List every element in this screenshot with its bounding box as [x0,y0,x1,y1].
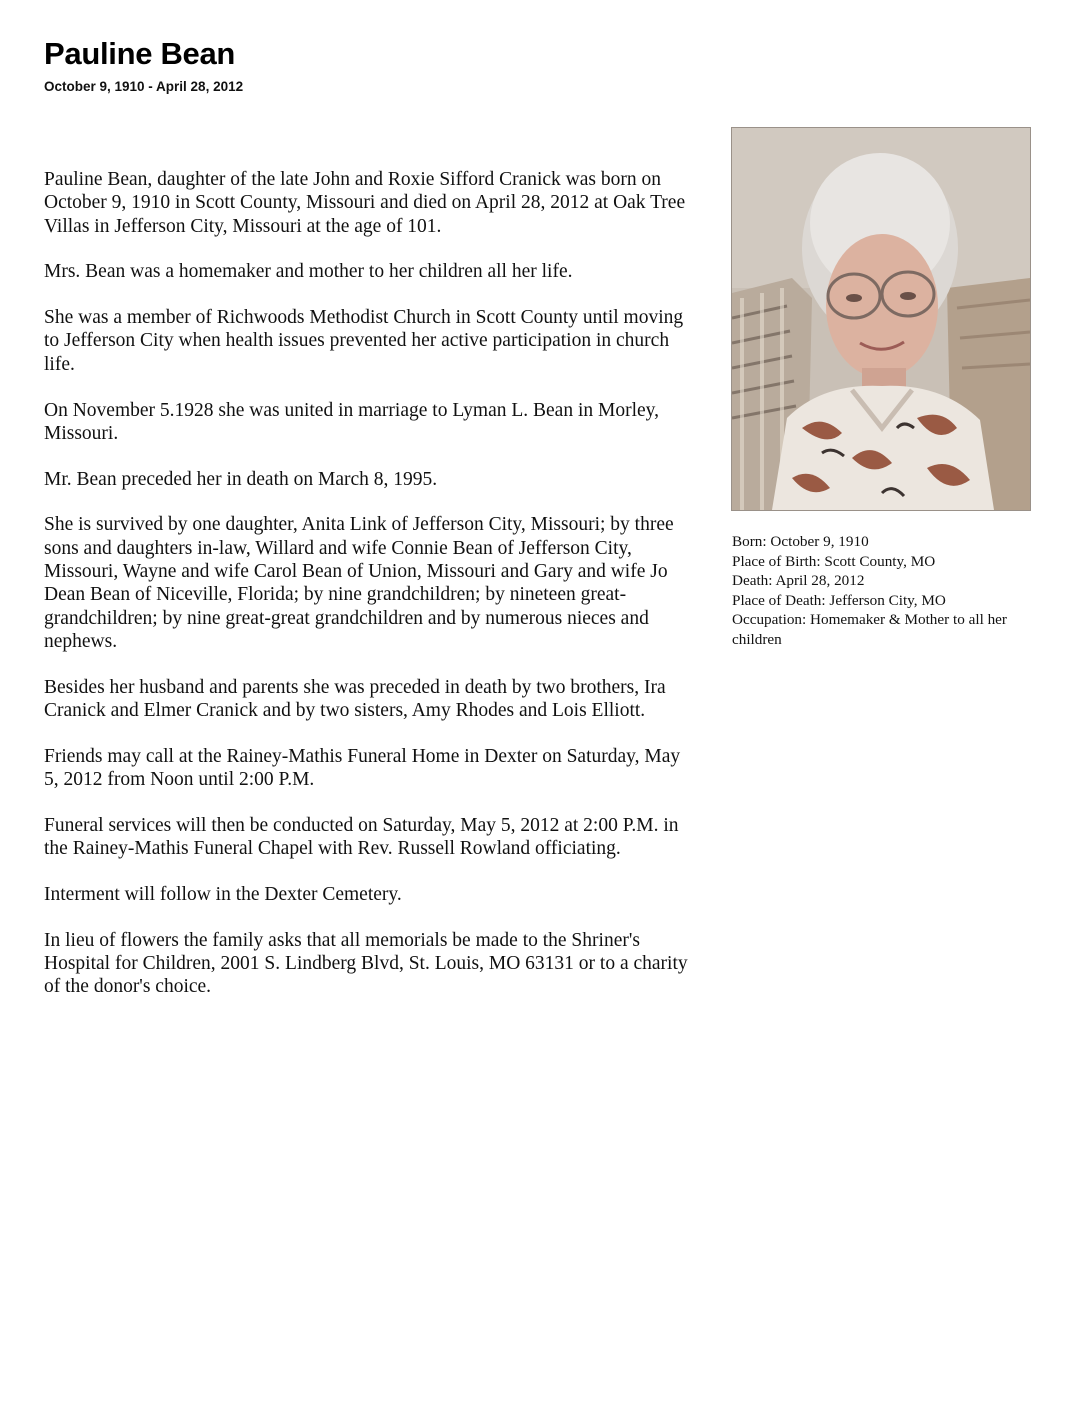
fact-death: Death: April 28, 2012 [732,572,865,590]
obituary-paragraph: Pauline Bean, daughter of the late John and Roxie Sifford Cranick was born on October 9, 1910 in Scott County, Missouri and died on April 28, 2012 at Oak Tree Villas in Jefferson City, Missouri at the age of 101. [44,169,686,237]
vital-facts [732,532,1042,650]
obituary-paragraph: On November 5.1928 she was united in marriage to Lyman L. Bean in Morley, Missouri. [44,399,660,444]
obituary-paragraph: In lieu of flowers the family asks that all memorials be made to the Shriner's Hospital for Children, 2001 S. Lindberg Blvd, St. Louis, MO 63131 or to a charity of the donor's choice. [44,929,688,998]
obituary-paragraph: Besides her husband and parents she was preceded in death by two brothers, Ira Cranick and Elmer Cranick and by two sisters, Amy Rhodes and Lois Elliott. [44,676,666,722]
obituary-paragraph: Mrs. Bean was a homemaker and mother to her children all her life. [44,261,573,283]
fact-place-of-birth: Place of Birth: Scott County, MO [732,552,936,570]
fact-place-of-death: Place of Death: Jefferson City, MO [732,591,946,609]
obituary-paragraph: Funeral services will then be conducted on Saturday, May 5, 2012 at 2:00 P.M. in the Rainey-Mathis Funeral Chapel with Rev. Russell Rowland officiating. [44,814,679,860]
obituary-paragraph: She is survived by one daughter, Anita Link of Jefferson City, Missouri; by three sons and daughters in-law, Willard and wife Connie Bean of Jefferson City, Missouri, Wayne and wife Carol Bean of Union, Missouri and Gary and wife Jo Dean Bean of Niceville, Florida; by nine grandchildren; by nineteen great-grandchildren; by nine great-great grandchildren and by numerous nieces and nephews. [44,514,674,652]
fact-born: Born: October 9, 1910 [732,533,869,550]
obituary-paragraph: Friends may call at the Rainey-Mathis Funeral Home in Dexter on Saturday, May 5, 2012 from Noon until 2:00 P.M. [44,745,681,791]
page-title: Pauline Bean [44,36,236,71]
life-dates: October 9, 1910 - April 28, 2012 [44,79,244,94]
portrait-photo [732,128,1030,510]
obituary-paragraph: Interment will follow in the Dexter Cemetery. [44,884,402,906]
fact-occupation: Occupation: Homemaker & Mother to all her children [732,611,1007,648]
portrait-illustration [732,128,1030,510]
obituary-text [44,168,694,1021]
obituary-paragraph: She was a member of Richwoods Methodist Church in Scott County until moving to Jefferson City when health issues prevented her active participation in church life. [44,307,684,375]
obituary-paragraph: Mr. Bean preceded her in death on March 8, 1995. [44,468,438,490]
